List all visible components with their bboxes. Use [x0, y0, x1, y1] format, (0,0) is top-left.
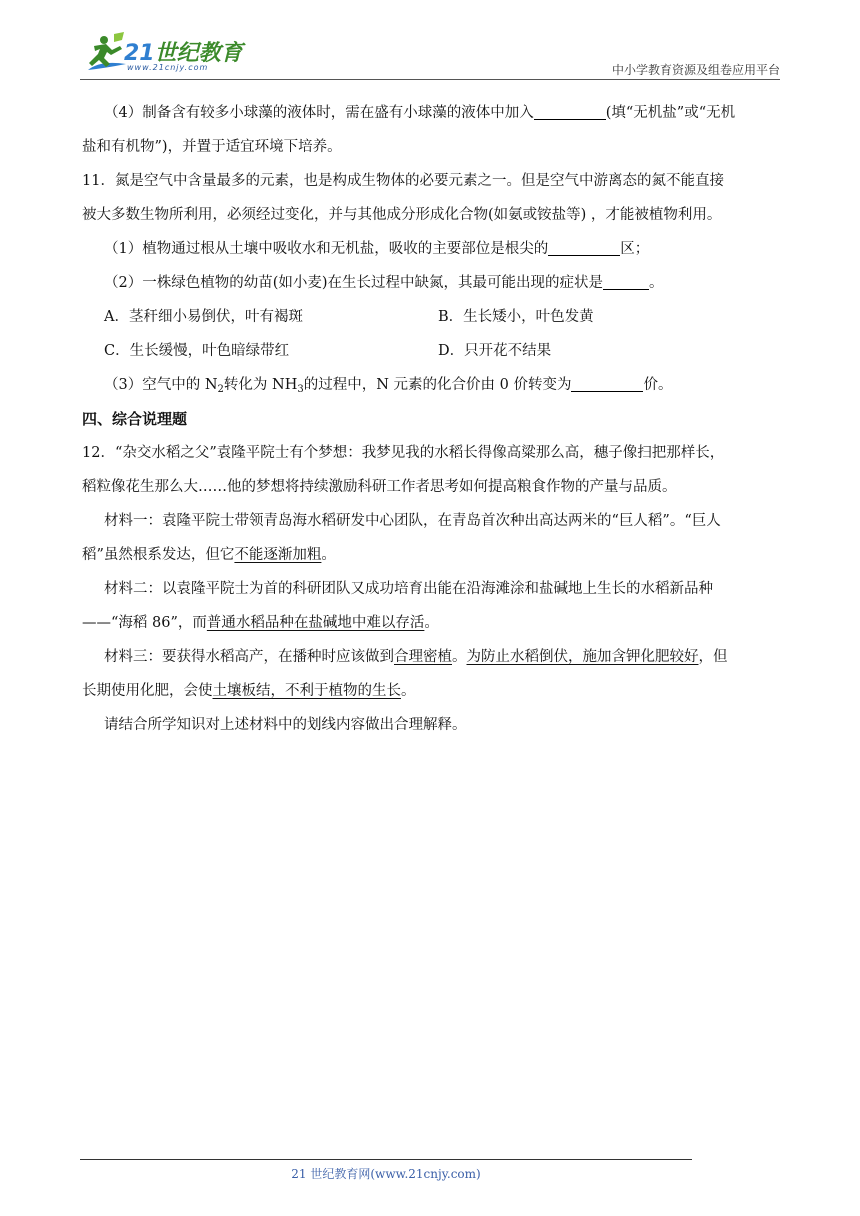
runner-logo-icon	[80, 30, 130, 76]
q10-line-1: （4）制备含有较多小球藻的液体时，需在盛有小球藻的液体中加入 (填“无机盐”或“无机	[104, 105, 736, 121]
q12-line-1: 12．“杂交水稻之父”袁隆平院士有个梦想：我梦见我的水稻长得像高粱那么高，穗子像扫把那样长，	[82, 445, 725, 461]
options-row-2	[82, 334, 782, 368]
page-header	[80, 30, 780, 78]
q11-sub-1: （1）植物通过根从土壤中吸收水和无机盐，吸收的主要部位是根尖的 区；	[104, 241, 650, 257]
material-2-line-2: ——“海稻 86”，而普通水稻品种在盐碱地中难以存活。	[82, 615, 439, 631]
logo-wordmark: 21世纪教育	[124, 41, 243, 66]
section-heading: 四、综合说理题	[82, 410, 188, 428]
q11-sub-3: （3）空气中的 $N_2$转化为 $NH_3$的过程中，N 元素的化合价由 0 价转变为 价。	[104, 377, 673, 395]
options-row-1	[82, 300, 782, 334]
option-c[interactable]: C．生长缓慢，叶色暗绿带红	[104, 343, 290, 359]
header-divider	[80, 79, 780, 80]
document-body	[82, 96, 782, 742]
q10-line-2: 盐和有机物”)，并置于适宜环境下培养。	[82, 139, 342, 155]
q11-sub-2: （2）一株绿色植物的幼苗(如小麦)在生长过程中缺氮，其最可能出现的症状是 。	[104, 275, 664, 291]
option-b[interactable]: B．生长矮小，叶色发黄	[438, 309, 594, 325]
logo-url: www.21cnjy.com	[127, 63, 209, 72]
q12-prompt: 请结合所学知识对上述材料中的划线内容做出合理解释。	[104, 717, 467, 733]
answer-blank[interactable]	[603, 273, 649, 290]
q11-line-1: 11．氮是空气中含量最多的元素，也是构成生物体的必要元素之一。但是空气中游离态的氮不能直接	[82, 173, 724, 189]
answer-blank[interactable]	[534, 103, 606, 120]
footer-divider	[80, 1159, 692, 1160]
platform-title: 中小学教育资源及组卷应用平台	[611, 63, 780, 77]
option-a[interactable]: A．茎秆细小易倒伏，叶有褐斑	[104, 309, 303, 325]
q12-line-2: 稻粒像花生那么大……他的梦想将持续激励科研工作者思考如何提高粮食作物的产量与品质。	[82, 479, 677, 495]
footer-text[interactable]: 21 世纪教育网(www.21cnjy.com)	[291, 1167, 481, 1181]
material-2-line-1: 材料二：以袁隆平院士为首的科研团队又成功培育出能在沿海滩涂和盐碱地上生长的水稻新品种	[104, 581, 713, 597]
answer-blank[interactable]	[571, 375, 643, 392]
material-3-line-1: 材料三：要获得水稻高产，在播种时应该做到合理密植。为防止水稻倒伏，施加含钾化肥较好，但	[104, 649, 728, 665]
site-logo[interactable]	[80, 30, 250, 76]
material-3-line-2: 长期使用化肥，会使土壤板结，不利于植物的生长。	[82, 683, 416, 699]
q11-line-2: 被大多数生物所利用，必须经过变化，并与其他成分形成化合物(如氨或铵盐等) ，才能被植物利用。	[82, 207, 722, 223]
material-1-line-2: 稻”虽然根系发达，但它不能逐渐加粗。	[82, 547, 336, 563]
answer-blank[interactable]	[548, 239, 620, 256]
material-1-line-1: 材料一：袁隆平院士带领青岛海水稻研发中心团队，在青岛首次种出高达两米的“巨人稻”。“巨人	[104, 513, 721, 529]
option-d[interactable]: D．只开花不结果	[438, 343, 552, 359]
